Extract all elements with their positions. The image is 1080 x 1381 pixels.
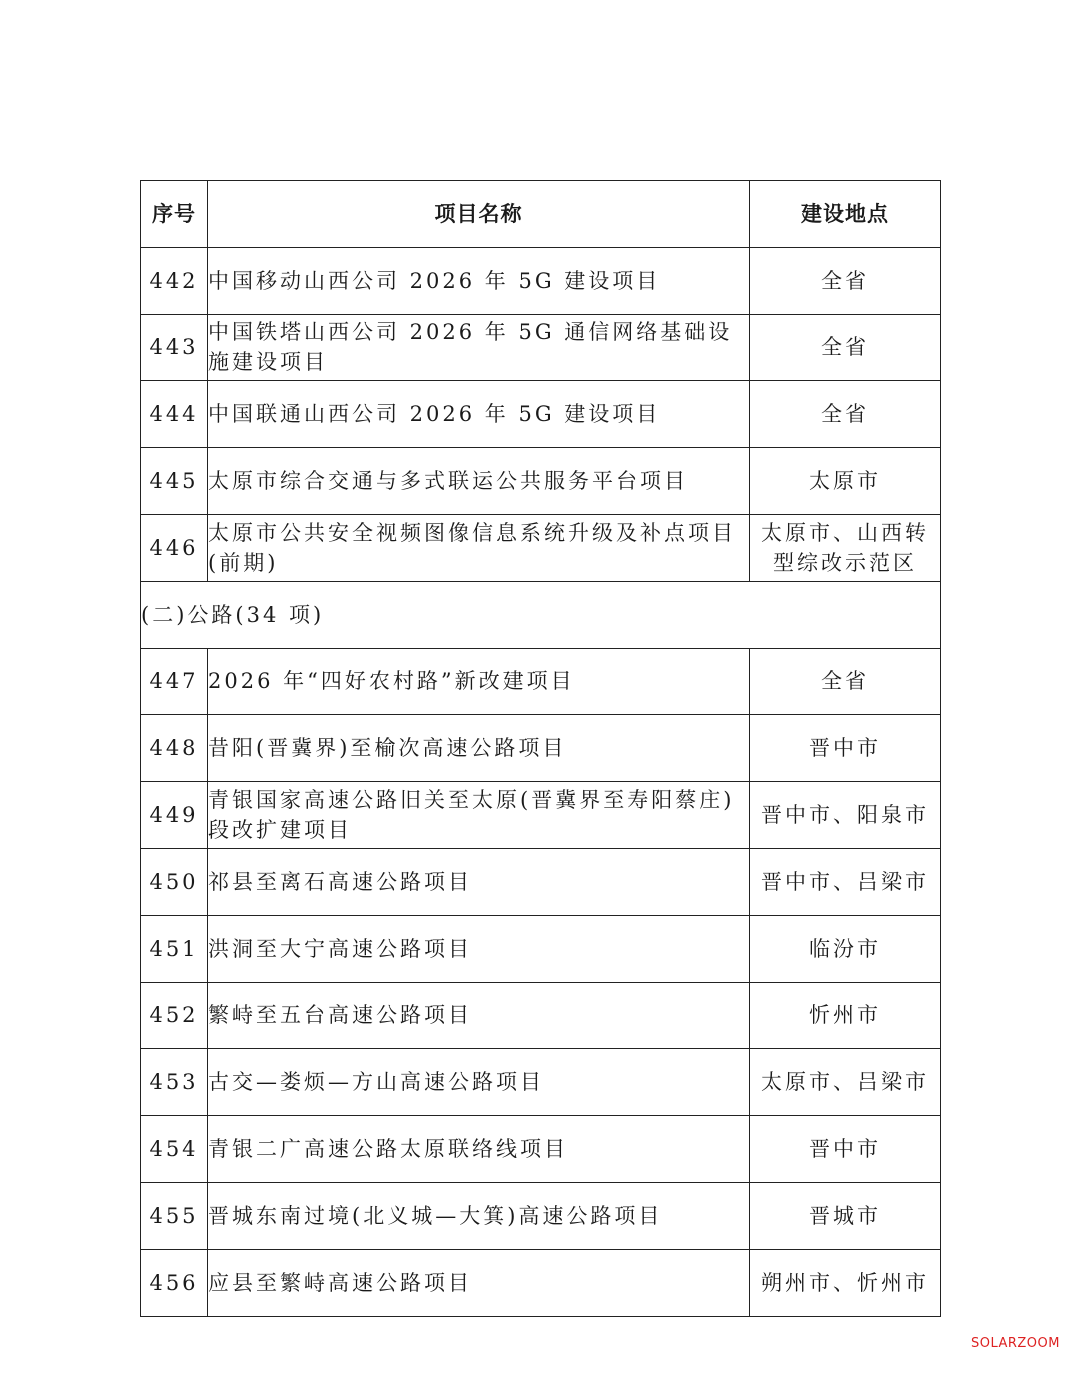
row-no: 454: [141, 1116, 208, 1183]
row-name: 太原市公共安全视频图像信息系统升级及补点项目(前期): [208, 514, 750, 581]
table-row: [141, 1249, 941, 1316]
row-name: 祁县至离石高速公路项目: [208, 848, 750, 915]
header-location: 建设地点: [750, 181, 941, 248]
table-row: [141, 1182, 941, 1249]
row-name: 昔阳(晋冀界)至榆次高速公路项目: [208, 715, 750, 782]
row-location: 晋城市: [750, 1182, 941, 1249]
row-location: 太原市、吕梁市: [750, 1049, 941, 1116]
row-name: 繁峙至五台高速公路项目: [208, 982, 750, 1049]
row-no: 446: [141, 514, 208, 581]
section-row: [141, 581, 941, 648]
row-location: 太原市: [750, 448, 941, 515]
row-location: 临汾市: [750, 915, 941, 982]
table-header-row: [141, 181, 941, 248]
row-name: 青银国家高速公路旧关至太原(晋冀界至寿阳蔡庄)段改扩建项目: [208, 782, 750, 849]
table-row: [141, 1049, 941, 1116]
row-name: 中国移动山西公司 2026 年 5G 建设项目: [208, 247, 750, 314]
row-location: 全省: [750, 247, 941, 314]
row-name: 中国联通山西公司 2026 年 5G 建设项目: [208, 381, 750, 448]
row-location: 朔州市、忻州市: [750, 1249, 941, 1316]
table-row: [141, 648, 941, 715]
row-name: 中国铁塔山西公司 2026 年 5G 通信网络基础设施建设项目: [208, 314, 750, 381]
row-name: 太原市综合交通与多式联运公共服务平台项目: [208, 448, 750, 515]
row-no: 443: [141, 314, 208, 381]
row-name: 2026 年“四好农村路”新改建项目: [208, 648, 750, 715]
project-table: [140, 180, 941, 1317]
section-label: (二)公路(34 项): [141, 581, 941, 648]
row-location: 忻州市: [750, 982, 941, 1049]
row-location: 晋中市、阳泉市: [750, 782, 941, 849]
row-no: 442: [141, 247, 208, 314]
table-row: [141, 514, 941, 581]
row-location: 全省: [750, 648, 941, 715]
table-row: [141, 1116, 941, 1183]
row-no: 449: [141, 782, 208, 849]
row-no: 450: [141, 848, 208, 915]
table-row: [141, 314, 941, 381]
table-row: [141, 915, 941, 982]
row-no: 455: [141, 1182, 208, 1249]
row-no: 451: [141, 915, 208, 982]
row-location: 全省: [750, 381, 941, 448]
header-name: 项目名称: [208, 181, 750, 248]
table-row: [141, 381, 941, 448]
row-name: 晋城东南过境(北义城—大箕)高速公路项目: [208, 1182, 750, 1249]
row-location: 晋中市: [750, 715, 941, 782]
table-row: [141, 247, 941, 314]
row-name: 青银二广高速公路太原联络线项目: [208, 1116, 750, 1183]
row-no: 452: [141, 982, 208, 1049]
row-location: 晋中市、吕梁市: [750, 848, 941, 915]
row-no: 445: [141, 448, 208, 515]
row-no: 447: [141, 648, 208, 715]
row-no: 453: [141, 1049, 208, 1116]
row-location: 太原市、山西转型综改示范区: [750, 514, 941, 581]
table-row: [141, 848, 941, 915]
table-row: [141, 715, 941, 782]
row-name: 古交—娄烦—方山高速公路项目: [208, 1049, 750, 1116]
table-row: [141, 448, 941, 515]
row-no: 444: [141, 381, 208, 448]
table-row: [141, 782, 941, 849]
row-name: 洪洞至大宁高速公路项目: [208, 915, 750, 982]
row-location: 全省: [750, 314, 941, 381]
header-no: 序号: [141, 181, 208, 248]
row-no: 456: [141, 1249, 208, 1316]
table-row: [141, 982, 941, 1049]
watermark-logo: SOLARZOOM: [970, 1336, 1060, 1351]
row-no: 448: [141, 715, 208, 782]
row-location: 晋中市: [750, 1116, 941, 1183]
row-name: 应县至繁峙高速公路项目: [208, 1249, 750, 1316]
